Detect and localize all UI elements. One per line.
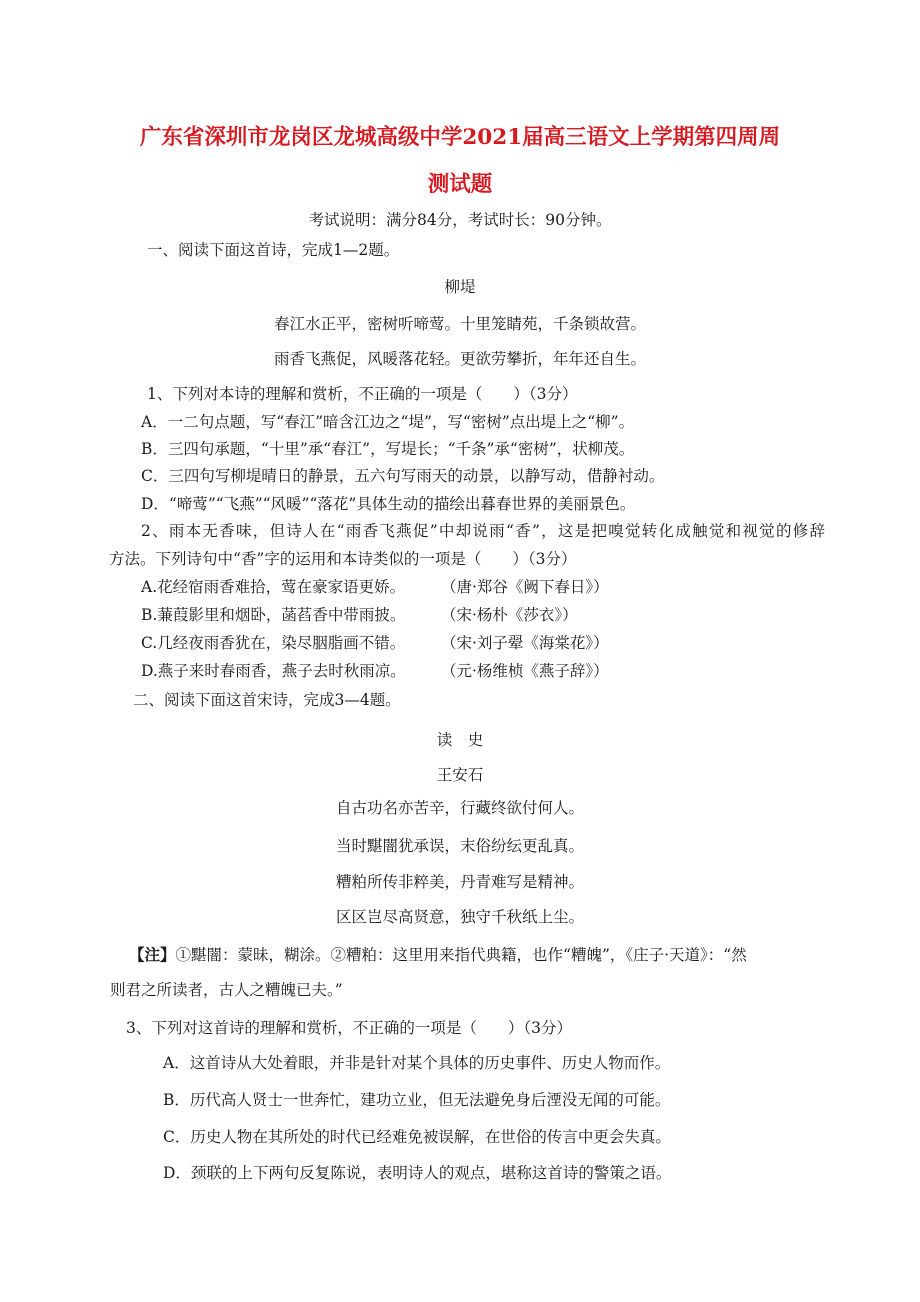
poem2-author: 王安石 (436, 766, 484, 784)
q2-stem-line2: 方法。下列诗句中“香”字的运用和本诗类似的一项是（ ）（3分） (109, 550, 577, 568)
q2-stem-line1: 2、雨本无香味，但诗人在“雨香飞燕促”中却说雨“香”，这是把嗅觉转化成触觉和视觉的修辞 (141, 522, 825, 540)
section2-heading: 二、阅读下面这首宋诗，完成3—4题。 (133, 691, 401, 709)
section1-heading: 一、阅读下面这首诗，完成1—2题。 (147, 241, 400, 259)
poem2-note-line2: 则君之所读者，古人之糟魄已夫。” (110, 981, 343, 999)
q2-option-b: B.蒹葭影里和烟卧，菡萏香中带雨披。 (141, 606, 406, 624)
q1-option-a: A．一二句点题，写“春江”暗含江边之“堤”，写“密树”点出堤上之“柳”。 (141, 413, 635, 431)
q2-option-a-source: （唐·郑谷《阙下春日》） (441, 578, 609, 596)
q3-option-d: D．颈联的上下两句反复陈说，表明诗人的观点，堪称这首诗的警策之语。 (163, 1164, 672, 1182)
q2-option-d: D.燕子来时春雨香，燕子去时秋雨凉。 (141, 662, 406, 680)
document-title-line1: 广东省深圳市龙岗区龙城高级中学2021届高三语文上学期第四周周 (139, 125, 781, 150)
q2-option-c: C.几经夜雨香犹在，染尽胭脂画不错。 (141, 634, 406, 652)
q3-option-b: B．历代高人贤士一世奔忙，建功立业，但无法避免身后湮没无闻的可能。 (163, 1091, 671, 1109)
q3-option-c: C．历史人物在其所处的时代已经难免被误解，在世俗的传言中更会失真。 (163, 1128, 671, 1146)
poem1-line-1: 春江水正平，密树听啼莺。十里笼睛苑，千条锁故营。 (273, 315, 646, 333)
poem2-line-3: 糟粕所传非粹美，丹青难写是精神。 (335, 873, 584, 891)
poem2-line-4: 区区岂尽高贤意，独守千秋纸上尘。 (335, 908, 584, 926)
poem2-line-1: 自古功名亦苦辛，行藏终欲付何人。 (335, 799, 584, 817)
poem1-title: 柳堤 (444, 278, 476, 296)
poem2-line-2: 当时黮闇犹承误，末俗纷纭更乱真。 (335, 837, 584, 855)
q3-option-a: A．这首诗从大处着眼，并非是针对某个具体的历史事件、历史人物而作。 (163, 1054, 671, 1072)
q1-option-c: C．三四句写柳堤晴日的静景，五六句写雨天的动景，以静写动，借静衬动。 (141, 467, 665, 485)
q1-option-d: D．“啼莺”“飞燕”“风暖”“落花”具体生动的描绘出暮春世界的美丽景色。 (141, 495, 636, 513)
q2-option-b-source: （宋·杨朴《莎衣》） (441, 606, 578, 624)
q2-option-c-source: （宋·刘子翚《海棠花》） (441, 634, 609, 652)
note-text-line1: ①黮闇：蒙昧，糊涂。②糟粕：这里用来指代典籍，也作“糟魄”，《庄子·天道》：“然 (175, 946, 747, 964)
poem2-note-line1 (129, 945, 789, 965)
poem1-line-2: 雨香飞燕促，风暖落花轻。更欲劳攀折，年年还自生。 (273, 350, 646, 368)
q1-option-b: B．三四句承题，“十里”承“春江”，写堤长；“千条”承“密树”，状柳茂。 (141, 440, 635, 458)
poem2-title: 读 史 (436, 731, 484, 749)
document-title-line2: 测试题 (427, 172, 493, 197)
q2-option-a: A.花经宿雨香难拾，莺在豪家语更娇。 (141, 578, 406, 596)
note-label: 【注】 (129, 945, 176, 964)
q1-stem: 1、下列对本诗的理解和赏析，不正确的一项是（ ）（3分） (147, 385, 578, 403)
q3-stem: 3、下列对这首诗的理解和赏析，不正确的一项是（ ）（3分） (126, 1019, 572, 1037)
q2-option-d-source: （元·杨维桢《燕子辞》） (441, 662, 609, 680)
exam-note: 考试说明：满分84分，考试时长：90分钟。 (308, 211, 612, 229)
